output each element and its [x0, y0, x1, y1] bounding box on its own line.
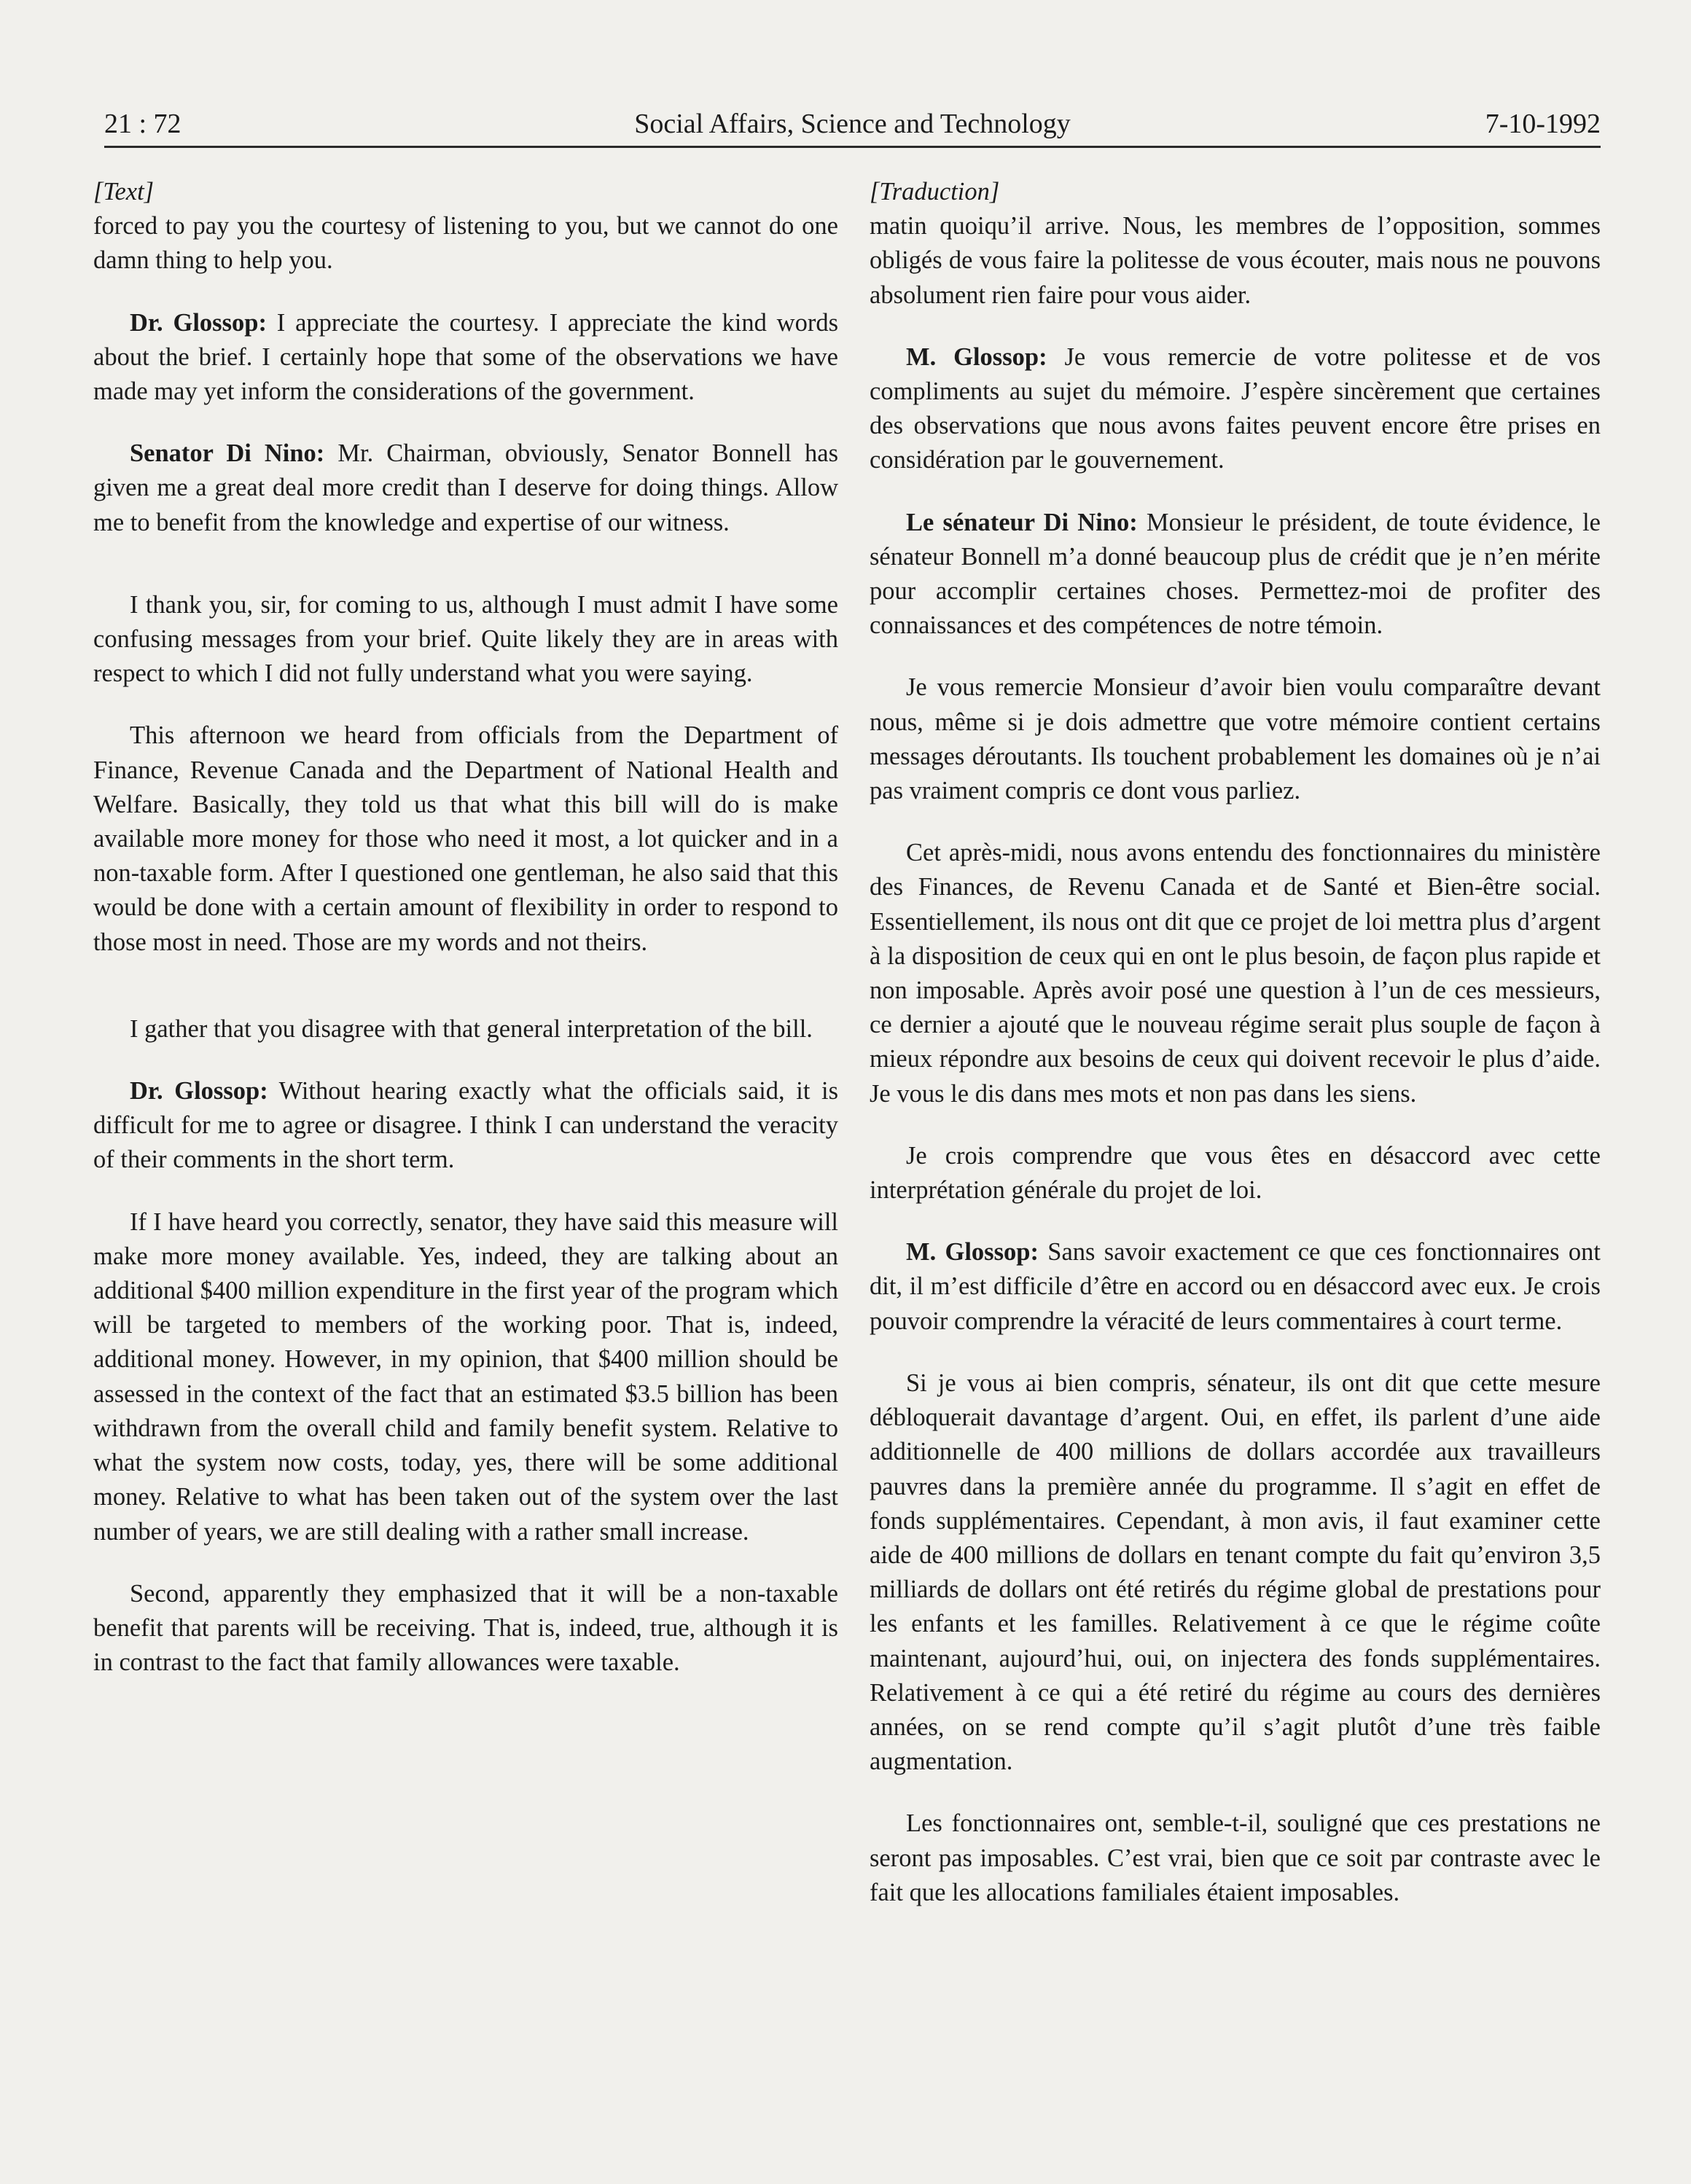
speaker-name: Senator Di Nino: [130, 439, 325, 468]
speech-text: I appreciate the courtesy. I appreciate the kind words about the brief. I certainly hope that some of the observations we have made may yet inform the considerations of the government. [93, 308, 838, 406]
speaker-name: Le sénateur Di Nino: [906, 508, 1138, 536]
committee-title: Social Affairs, Science and Technology [634, 109, 1071, 139]
paragraph: matin quoiqu’il arrive. Nous, les membres de l’opposition, sommes obligés de vous faire la politesse de vous écouter, mais nous ne pouvons absolument rien faire pour vous aider. [870, 212, 1601, 309]
paragraph: I thank you, sir, for coming to us, although I must admit I have some confusing messages from your brief. Quite likely they are in areas with respect to which I did not fully understand what you were saying. [93, 590, 838, 688]
paragraph [93, 306, 838, 410]
speaker-name: M. Glossop: [906, 343, 1047, 371]
paragraph [870, 340, 1601, 478]
paragraph: I gather that you disagree with that general interpretation of the bill. [130, 1014, 813, 1043]
paragraph [870, 506, 1601, 643]
speech-text: Without hearing exactly what the officials said, it is difficult for me to agree or disagree. I think I can understand the veracity of their comments in the short term. [93, 1077, 839, 1174]
english-column [93, 175, 838, 1680]
page-number: 21 : 72 [104, 109, 181, 139]
page-header [104, 102, 1601, 148]
column-label: [Traduction] [870, 178, 1000, 206]
speaker-name: Dr. Glossop: [130, 1077, 268, 1105]
speaker-name: M. Glossop: [906, 1238, 1039, 1267]
paragraph: Si je vous ai bien compris, sénateur, ils ont dit que cette mesure débloquerait davantage d’argent. Oui, en effet, ils parlent d’une aide additionnelle de 400 millions de dollars accordée aux travailleurs pauvres dans la première année du programme. Il s’agit en effet de fonds supplémentaires. Cependant, à mon avis, il faut examiner cette aide de 400 millions de dollars en tenant compte du fait qu’environ 3,5 milliards de dollars ont été retirés du régime global de prestations pour les enfants et les familles. Relativement à ce que le régime coûte maintenant, aujourd’hui, oui, on injectera des fonds supplémentaires. Relativement à ce qui a été retiré du régime au cours des dernières années, on se rend compte qu’il s’agit plutôt d’une très faible augmentation. [870, 1369, 1601, 1776]
paragraph: Je vous remercie Monsieur d’avoir bien voulu comparaître devant nous, même si je dois admettre que votre mémoire contient certains messages déroutants. Ils touchent probablement les domaines où je n’ai pas vraiment compris ce dont vous parliez. [870, 673, 1601, 805]
paragraph: Je crois comprendre que vous êtes en désaccord avec cette interprétation générale du projet de loi. [870, 1141, 1601, 1205]
speech-text: Mr. Chairman, obviously, Senator Bonnell has given me a great deal more credit than I deserve for doing things. Allow me to benefit from the knowledge and expertise of our witness. [93, 439, 838, 536]
column-label: [Text] [93, 178, 155, 206]
paragraph [870, 1235, 1601, 1339]
paragraph: This afternoon we heard from officials from the Department of Finance, Revenue Canada and the Department of National Health and Welfare. Basically, they told us that what this bill will do is make available more money for those who need it most, a lot quicker and in a non-taxable form. After I questioned one gentleman, he also said that this would be done with a certain amount of flexibility in order to respond to those most in need. Those are my words and not theirs. [93, 721, 838, 956]
paragraph: Cet après-midi, nous avons entendu des fonctionnaires du ministère des Finances, de Revenu Canada et de Santé et Bien-être social. Essentiellement, ils nous ont dit que ce projet de loi mettra plus d’argent à la disposition de ceux qui en ont le plus besoin, de façon plus rapide et non imposable. Après avoir posé une question à l’un de ces messieurs, ce dernier a ajouté que le nouveau régime serait plus souple de façon à mieux répondre aux besoins de ceux qui doivent recevoir le plus d’aide. Je vous le dis dans mes mots et non pas dans les siens. [870, 839, 1601, 1108]
paragraph [93, 437, 838, 540]
speech-text: Sans savoir exactement ce que ces fonctionnaires ont dit, il m’est difficile d’être en accord ou en désaccord avec eux. Je crois pouvoir comprendre la véracité de leurs commentaires à court terme. [870, 1238, 1601, 1335]
paragraph [93, 1074, 838, 1178]
speaker-name: Dr. Glossop: [130, 308, 267, 337]
paragraph: forced to pay you the courtesy of listening to you, but we cannot do one damn thing to help you. [93, 212, 838, 275]
paragraph: If I have heard you correctly, senator, they have said this measure will make more money available. Yes, indeed, they are talking about an additional $400 million expenditure in the first year of the program which will be targeted to members of the working poor. That is, indeed, additional money. However, in my opinion, that $400 million should be assessed in the context of the fact that an estimated $3.5 billion has been withdrawn from the overall child and family benefit system. Relative to what the system now costs, today, yes, there will be some additional money. Relative to what has been taken out of the system over the last number of years, we are still dealing with a rather small increase. [93, 1208, 838, 1546]
paragraph: Les fonctionnaires ont, semble-t-il, souligné que ces prestations ne seront pas imposables. C’est vrai, bien que ce soit par contraste avec le fait que les allocations familiales étaient imposables. [870, 1809, 1601, 1906]
speech-text: Je vous remercie de votre politesse et de vos compliments au sujet du mémoire. J’espère sincèrement que certaines des observations que nous avons faites peuvent encore être prises en considération par le gouvernement. [870, 343, 1601, 474]
speech-text: Monsieur le président, de toute évidence, le sénateur Bonnell m’a donné beaucoup plus de crédit que je n’en mérite pour accomplir certaines choses. Permettez-moi de profiter des connaissances et des compétences de notre témoin. [870, 508, 1601, 640]
french-column [870, 175, 1601, 1910]
paragraph: Second, apparently they emphasized that it will be a non-taxable benefit that parents will be receiving. That is, indeed, true, although it is in contrast to the fact that family allowances were taxable. [93, 1579, 838, 1677]
page-date: 7-10-1992 [1485, 109, 1601, 139]
